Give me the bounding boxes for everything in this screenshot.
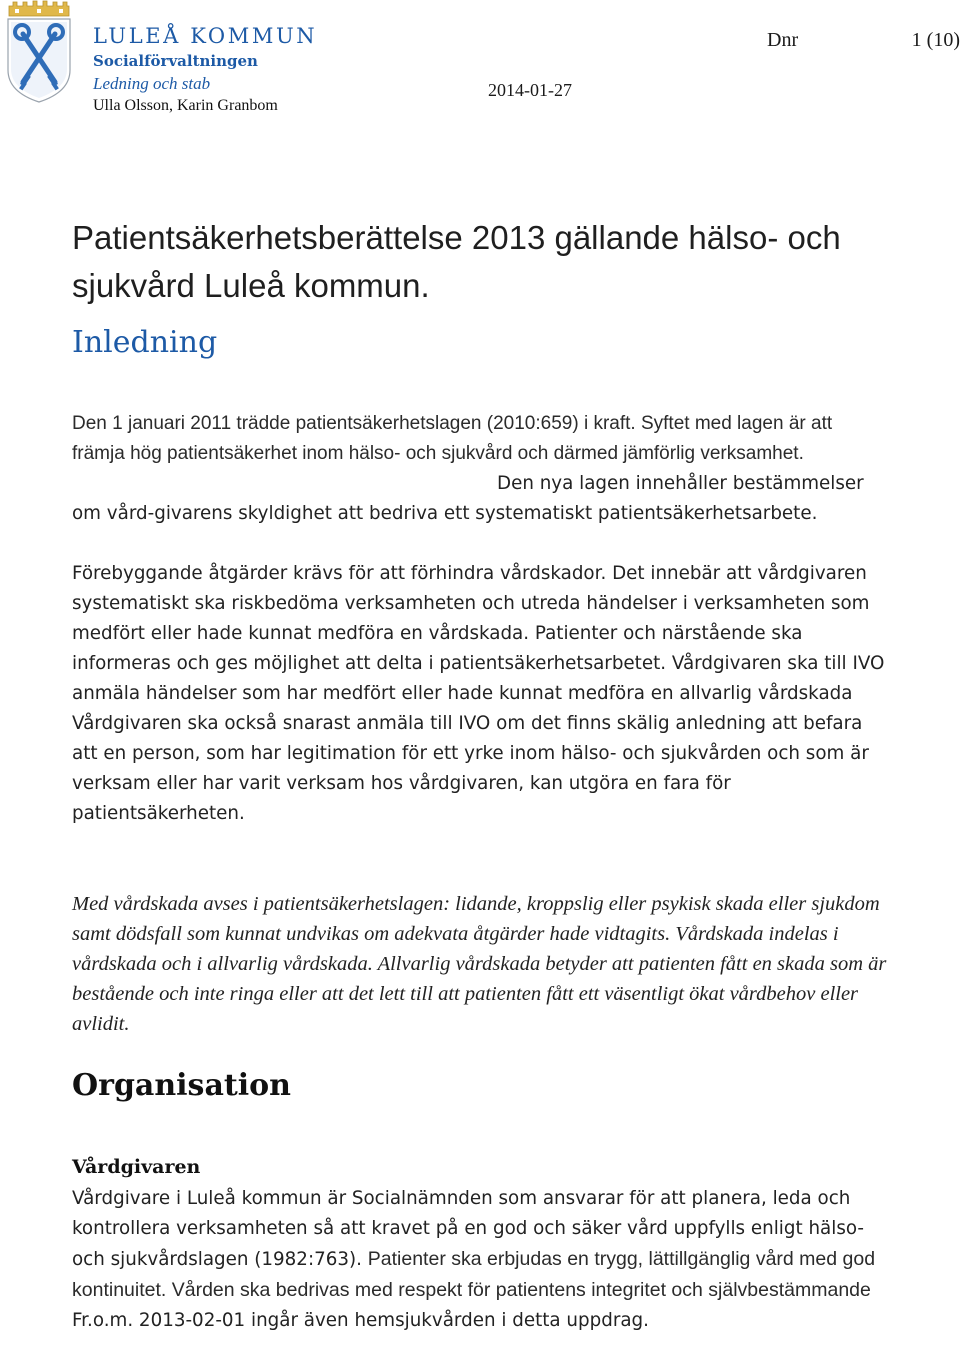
page-number: 1 (10) [911,29,960,51]
paragraph-vardgivaren-tail: Patienter ska erbjudas en trygg, lättillgänglig vård med god kontinuitet. Vården ska bedrivas med respekt för patientens integritet och självbestämmande [72,1248,876,1301]
luleå-coat-of-arms-logo [3,0,75,104]
paragraph-prevention: Förebyggande åtgärder krävs för att förhindra vårdskador. Det innebär att vårdgivaren systematiskt ska riskbedöma verksamheten och utreda händelser i verksamheten som medfört eller hade kunnat medföra en vårdskada. Patienter och närstående ska informeras och ges möjlighet att delta i patientsäkerhetsarbetet. Vårdgivaren ska till IVO anmäla händelser som har medfört eller hade kunnat medföra en allvarlig vårdskada Vårdgivaren ska också snarast anmäla till IVO om det finns skälig anledning att befara att en person, som har legitimation för ett yrke inom hälso- och sjukvården och som är verksam eller har varit verksam hos vårdgivaren, kan utgöra en fara för patientsäkerheten. [72,563,885,824]
document-date: 2014-01-27 [488,80,572,100]
paragraph-intro-tail: Den nya lagen innehåller bestämmelser om vård-givarens skyldighet att bedriva ett systematiskt patientsäkerhetsarbete. [72,473,864,524]
unit-name: Ledning och stab [93,74,211,93]
subheading-vardgivaren: Vårdgivaren [72,1156,201,1178]
crown-icon [9,1,69,16]
paragraph-definition: Med vårdskada avses i patientsäkerhetslagen: lidande, kroppslig eller psykisk skada eller sjukdom samt dödsfall som kunnat undvikas om adekvata åtgärder hade vidtagits. Vårdskada indelas i vårdskada och i allvarlig vårdskada. Allvarlig vårdskada betyder att patienten fått en skada som är bestående och inte ringa eller att det lett till att patienten fått ett väsentligt ökat vårdbehov eller avlidit. [72,893,887,1035]
section-heading-organisation: Organisation [72,1068,291,1103]
paragraph-intro-lead: Den 1 januari 2011 trädde patientsäkerhetslagen (2010:659) i kraft. Syftet med lagen är att främja hög patientsäkerhet inom hälso- och sjukvård och därmed jämförlig verksamhet. [72,413,833,464]
organization-name: LULEÅ KOMMUN [93,24,318,48]
paragraph-vardgivaren [72,1184,892,1336]
document-authors: Ulla Olsson, Karin Granbom [93,97,278,114]
paragraph-vardgivaren-lead: Vårdgivare i Luleå kommun är Socialnämnden som ansvarar för att planera, leda och kontrollera verksamheten så att kravet på en god och säker vård uppfylls enligt hälso- och sjukvårdslagen (1982:763). [72,1188,864,1270]
paragraph-hemsjukvard: Fr.o.m. 2013-02-01 ingår även hemsjukvården i detta uppdrag. [72,1310,649,1331]
document-title: Patientsäkerhetsberättelse 2013 gällande hälso- och sjukvård Luleå kommun. [72,219,841,304]
department-name: Socialförvaltningen [93,52,258,70]
dnr-label: Dnr [767,29,799,51]
organization-header [93,22,317,114]
section-heading-inledning: Inledning [72,325,218,360]
